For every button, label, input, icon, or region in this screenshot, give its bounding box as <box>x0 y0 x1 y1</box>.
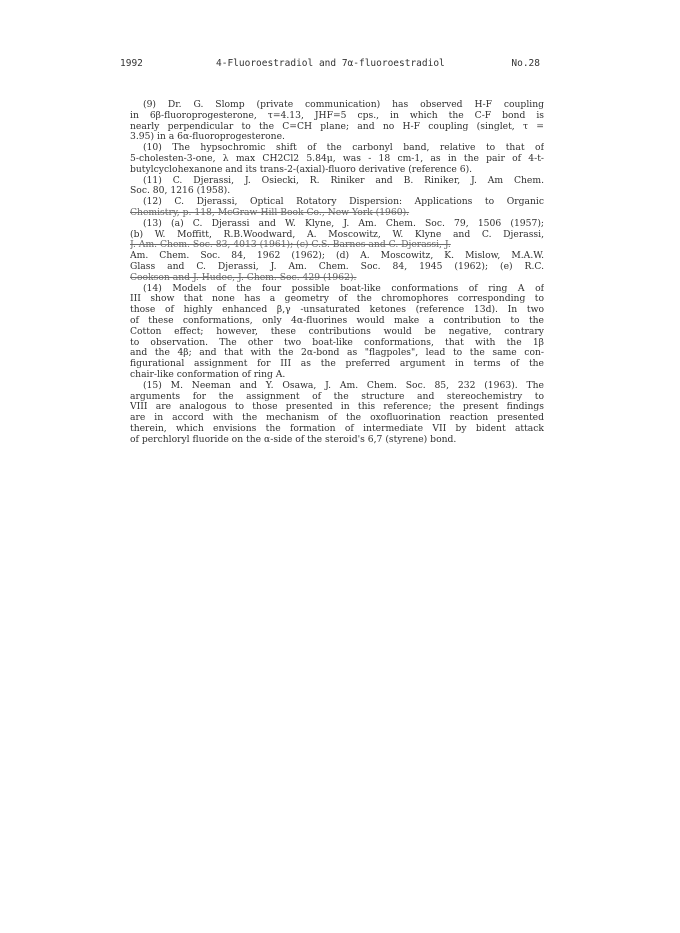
running-title: 4-Fluoroestradiol and 7α-fluoroestradiol <box>216 58 445 69</box>
text-line: those of highly enhanced β,γ -unsaturated ketones (reference 13d). In two <box>130 305 544 316</box>
text-line: of perchloryl fluoride on the α-side of the steroid's 6,7 (styrene) bond. <box>130 434 457 445</box>
issue-number: No.28 <box>511 58 540 69</box>
text-line: figurational assignment for III as the preferred argument in terms of the <box>130 359 544 370</box>
text-line: Soc. 80, 1216 (1958). <box>130 186 231 197</box>
text-line: (10) The hypsochromic shift of the carbonyl band, relative to that of <box>143 143 544 154</box>
text-line: Am. Chem. Soc. 84, 1962 (1962); (d) A. Moscowitz, K. Mislow, M.A.W. <box>130 251 544 262</box>
text-line: Cookson and J. Hudec, J. Chem. Soc. 429 (1962). <box>130 272 357 283</box>
text-line: butylcyclohexanone and its trans-2-(axial)-fluoro derivative (reference 6). <box>130 164 473 175</box>
text-line: (b) W. Moffitt, R.B.Woodward, A. Moscowitz, W. Klyne and C. Djerassi, <box>130 229 544 240</box>
text-line: Glass and C. Djerassi, J. Am. Chem. Soc. 84, 1945 (1962); (e) R.C. <box>130 261 544 272</box>
page-number: 1992 <box>120 58 143 69</box>
text-line: of these conformations, only 4α-fluorines would make a contribution to the <box>130 315 544 326</box>
text-line: (15) M. Neeman and Y. Osawa, J. Am. Chem. Soc. 85, 232 (1963). The <box>143 380 544 391</box>
text-line: (13) (a) C. Djerassi and W. Klyne, J. Am. Chem. Soc. 79, 1506 (1957); <box>143 218 544 229</box>
text-line: J. Am. Chem. Soc. 83, 4013 (1961); (c) C.S. Barnes and C. Djerassi, J. <box>130 240 451 251</box>
text-line: chair-like conformation of ring A. <box>130 369 286 380</box>
text-line: to observation. The other two boat-like conformations, that with the 1β <box>130 337 544 348</box>
text-line: and the 4β; and that with the 2α-bond as "flagpoles", lead to the same con- <box>130 348 544 359</box>
running-header <box>120 58 540 72</box>
text-line: Chemistry, p. 118, McGraw-Hill Book Co., New York (1960). <box>130 207 410 218</box>
text-line: arguments for the assignment of the structure and stereochemistry to <box>130 391 544 402</box>
text-line: 5-cholesten-3-one, λ max CH2Cl2 5.84μ, was - 18 cm-1, as in the pair of 4-t- <box>130 153 544 164</box>
text-line: (12) C. Djerassi, Optical Rotatory Dispersion: Applications to Organic <box>143 197 544 208</box>
text-line: therein, which envisions the formation of intermediate VII by bident attack <box>130 423 544 434</box>
text-line: are in accord with the mechanism of the oxofluorination reaction presented <box>130 413 544 424</box>
text-line: III show that none has a geometry of the chromophores corresponding to <box>130 294 544 305</box>
text-line: (11) C. Djerassi, J. Osiecki, R. Riniker and B. Riniker, J. Am Chem. <box>143 175 544 186</box>
text-line: VIII are analogous to those presented in this reference; the present findings <box>130 402 544 413</box>
text-line: in 6β-fluoroprogesterone, τ=4.13, JHF=5 cps., in which the C-F bond is <box>130 110 544 121</box>
text-line: Cotton effect; however, these contributions would be negative, contrary <box>130 326 544 337</box>
text-line: (14) Models of the four possible boat-like conformations of ring A of <box>143 283 544 294</box>
text-line: 3.95) in a 6α-fluoroprogesterone. <box>130 132 285 143</box>
text-line: (9) Dr. G. Slomp (private communication) has observed H-F coupling <box>143 100 544 110</box>
text-line: nearly perpendicular to the C=CH plane; and no H-F coupling (singlet, τ = <box>130 121 544 132</box>
references-block <box>130 100 544 446</box>
